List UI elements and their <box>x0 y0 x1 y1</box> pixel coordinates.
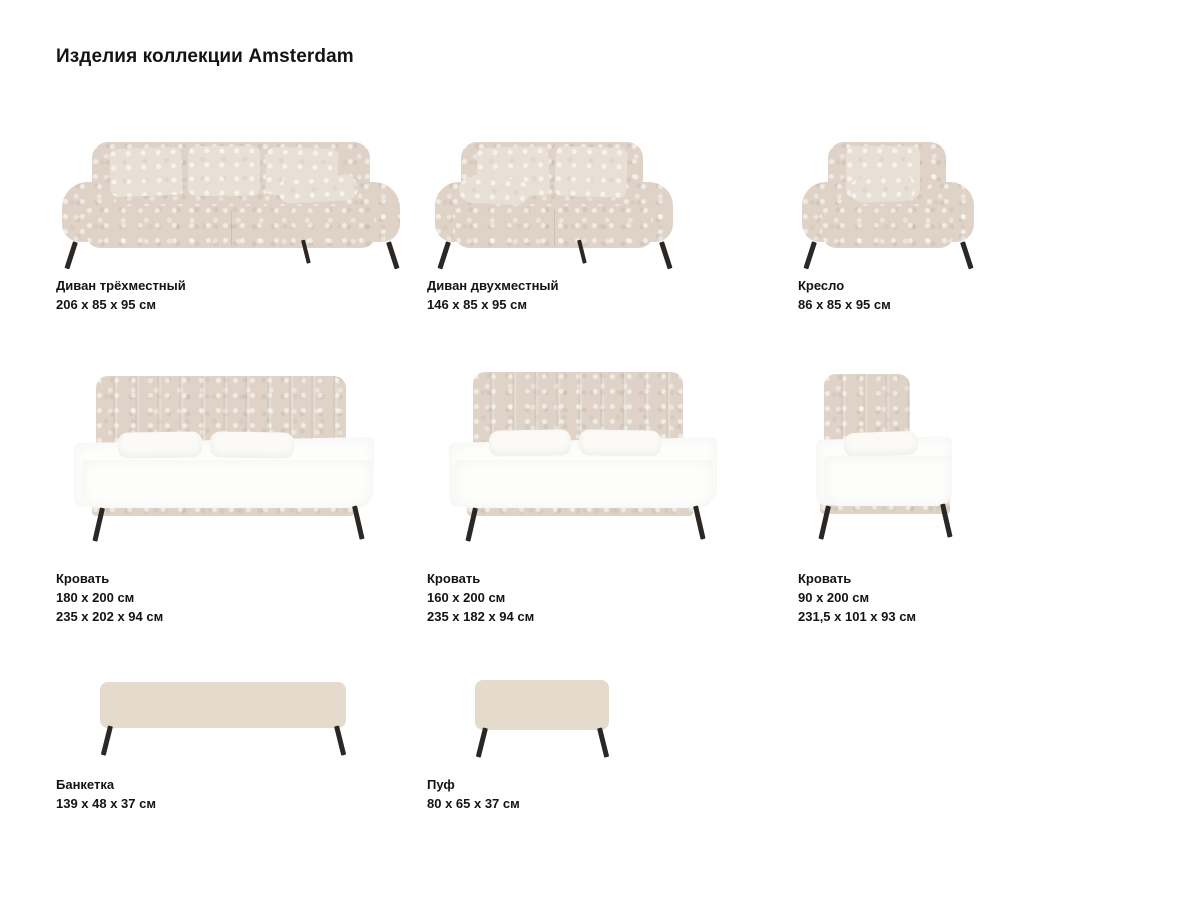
product-caption <box>56 569 404 626</box>
product-card-three-seat-sofa[interactable] <box>56 120 404 314</box>
bench-icon <box>56 664 404 769</box>
product-row <box>56 348 1146 626</box>
product-dimensions: 146 x 85 x 95 см <box>427 297 527 312</box>
bed-90-icon <box>798 348 1146 563</box>
product-name: Банкетка <box>56 777 115 792</box>
product-name: Кресло <box>798 278 845 293</box>
product-row <box>56 664 1146 813</box>
product-card-pouf[interactable] <box>427 664 775 813</box>
product-caption <box>56 775 404 813</box>
bed-180-icon <box>56 348 404 563</box>
product-name: Кровать <box>798 571 852 586</box>
product-card-bed-160[interactable] <box>427 348 775 626</box>
product-mattress-size: 160 x 200 см <box>427 590 506 605</box>
product-caption <box>427 775 775 813</box>
product-mattress-size: 180 x 200 см <box>56 590 135 605</box>
product-card-empty <box>798 664 1146 813</box>
product-name: Кровать <box>56 571 110 586</box>
product-dimensions: 206 x 85 x 95 см <box>56 297 156 312</box>
product-card-armchair[interactable] <box>798 120 1146 314</box>
product-dimensions: 86 x 85 x 95 см <box>798 297 891 312</box>
bed-160-icon <box>427 348 775 563</box>
product-card-two-seat-sofa[interactable] <box>427 120 775 314</box>
page-title: Изделия коллекции Amsterdam <box>56 46 354 67</box>
product-caption <box>798 276 1146 314</box>
three-seat-sofa-icon <box>56 120 404 270</box>
product-caption <box>56 276 404 314</box>
product-card-bed-180[interactable] <box>56 348 404 626</box>
product-dimensions: 139 x 48 x 37 см <box>56 796 156 811</box>
product-dimensions: 80 x 65 x 37 см <box>427 796 520 811</box>
product-caption <box>427 276 775 314</box>
pouf-icon <box>427 664 775 769</box>
product-grid <box>56 120 1146 813</box>
product-dimensions: 231,5 x 101 x 93 см <box>798 609 917 624</box>
product-name: Диван двухместный <box>427 278 559 293</box>
product-name: Кровать <box>427 571 481 586</box>
product-caption <box>427 569 775 626</box>
two-seat-sofa-icon <box>427 120 775 270</box>
product-name: Пуф <box>427 777 455 792</box>
product-mattress-size: 90 x 200 см <box>798 590 870 605</box>
product-card-bed-90[interactable] <box>798 348 1146 626</box>
product-caption <box>798 569 1146 626</box>
product-row <box>56 120 1146 314</box>
product-dimensions: 235 x 182 x 94 см <box>427 609 535 624</box>
armchair-icon <box>798 120 1146 270</box>
product-dimensions: 235 x 202 x 94 см <box>56 609 164 624</box>
product-name: Диван трёхместный <box>56 278 186 293</box>
product-card-bench[interactable] <box>56 664 404 813</box>
